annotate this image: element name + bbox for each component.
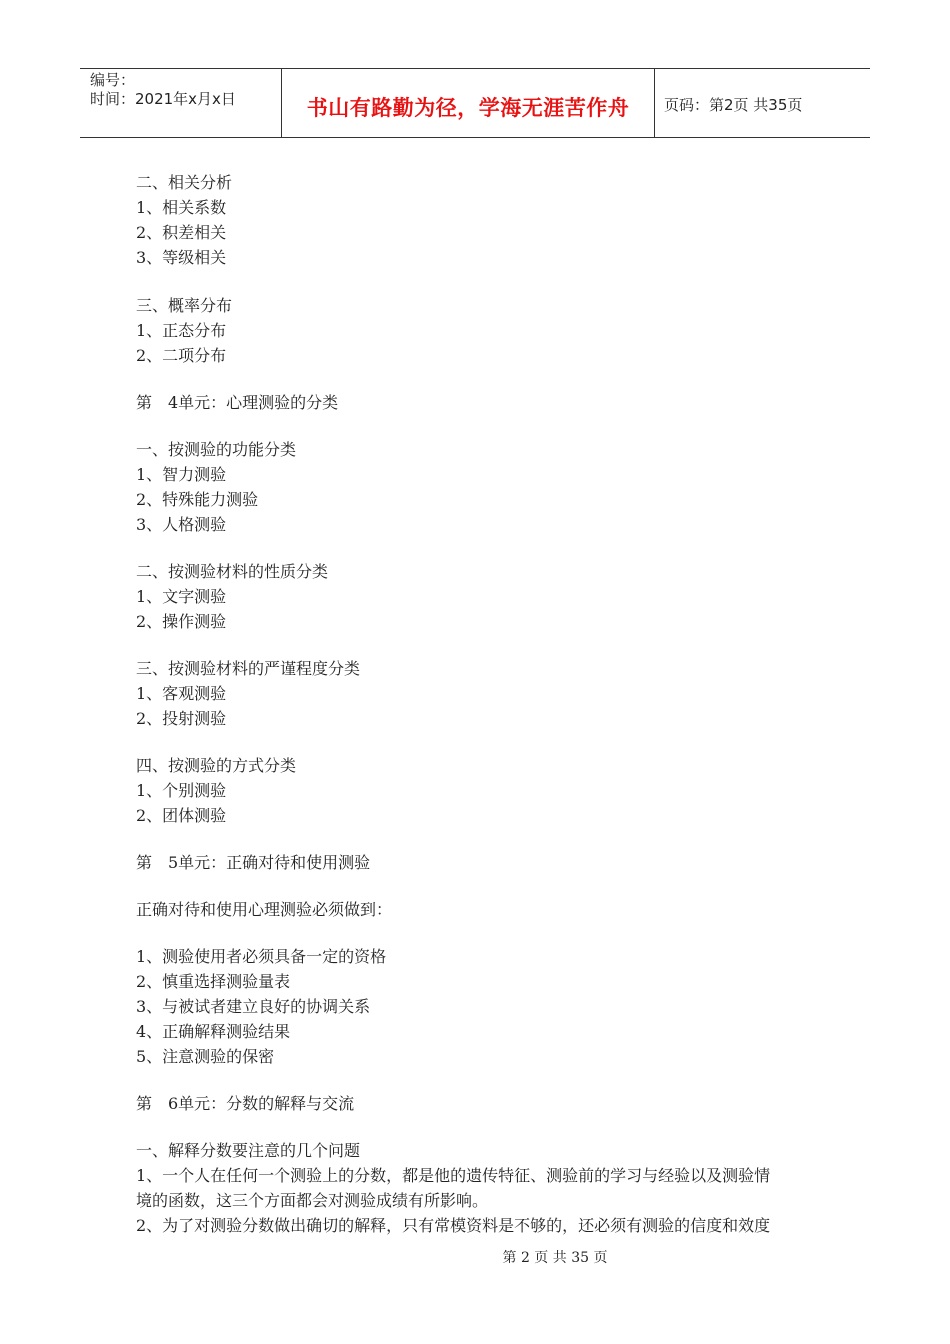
text-line: 2、特殊能力测验 (136, 490, 259, 509)
header-motto: 书山有路勤为径，学海无涯苦作舟 (306, 96, 630, 120)
text-line: 正确对待和使用心理测验必须做到： (136, 900, 393, 919)
text-line: 2、操作测验 (136, 612, 227, 631)
footer-page-number: 第 2 页 共 35 页 (502, 1250, 608, 1266)
text-line: 2、团体测验 (136, 806, 227, 825)
text-line: 二、相关分析 (136, 173, 233, 192)
text-line: 3、与被试者建立良好的协调关系 (136, 997, 371, 1016)
text-line: 一、解释分数要注意的几个问题 (136, 1141, 361, 1160)
text-line: 二、按测验材料的性质分类 (136, 562, 329, 581)
text-line: 三、概率分布 (136, 296, 233, 315)
text-line: 2、二项分布 (136, 346, 227, 365)
text-line: 1、个别测验 (136, 781, 227, 800)
page-footer (0, 1247, 950, 1267)
text-line: 2、积差相关 (136, 223, 227, 242)
text-line: 1、一个人在任何一个测验上的分数，都是他的遗传特征、测验前的学习与经验以及测验情 (136, 1166, 771, 1185)
text-line: 四、按测验的方式分类 (136, 756, 297, 775)
text-line: 2、投射测验 (136, 709, 227, 728)
text-line: 1、相关系数 (136, 198, 227, 217)
text-line: 2、为了对测验分数做出确切的解释，只有常模资料是不够的，还必须有测验的信度和效度 (136, 1216, 771, 1235)
text-line: 1、文字测验 (136, 587, 227, 606)
text-line: 1、客观测验 (136, 684, 227, 703)
text-line: 1、测验使用者必须具备一定的资格 (136, 947, 387, 966)
serial-label: 编号： (90, 71, 136, 89)
text-line: 第 6单元：分数的解释与交流 (136, 1094, 355, 1113)
text-line: 1、智力测验 (136, 465, 227, 484)
text-line: 2、慎重选择测验量表 (136, 972, 291, 991)
text-line: 三、按测验材料的严谨程度分类 (136, 659, 361, 678)
text-line: 4、正确解释测验结果 (136, 1022, 291, 1041)
header-motto-cell (282, 69, 655, 137)
header-page-cell (655, 69, 870, 137)
text-line: 3、等级相关 (136, 248, 227, 267)
header-page-info: 页码：第2页 共35页 (664, 96, 803, 114)
text-line: 第 4单元：心理测验的分类 (136, 393, 339, 412)
time-label: 时间：2021年x月x日 (90, 90, 236, 108)
text-line: 3、人格测验 (136, 515, 227, 534)
text-line: 一、按测验的功能分类 (136, 440, 297, 459)
page-header (80, 68, 870, 138)
text-line: 境的函数，这三个方面都会对测验成绩有所影响。 (136, 1191, 489, 1210)
text-line: 5、注意测验的保密 (136, 1047, 275, 1066)
text-line: 1、正态分布 (136, 321, 227, 340)
text-line: 第 5单元：正确对待和使用测验 (136, 853, 371, 872)
header-meta-cell (80, 69, 282, 137)
